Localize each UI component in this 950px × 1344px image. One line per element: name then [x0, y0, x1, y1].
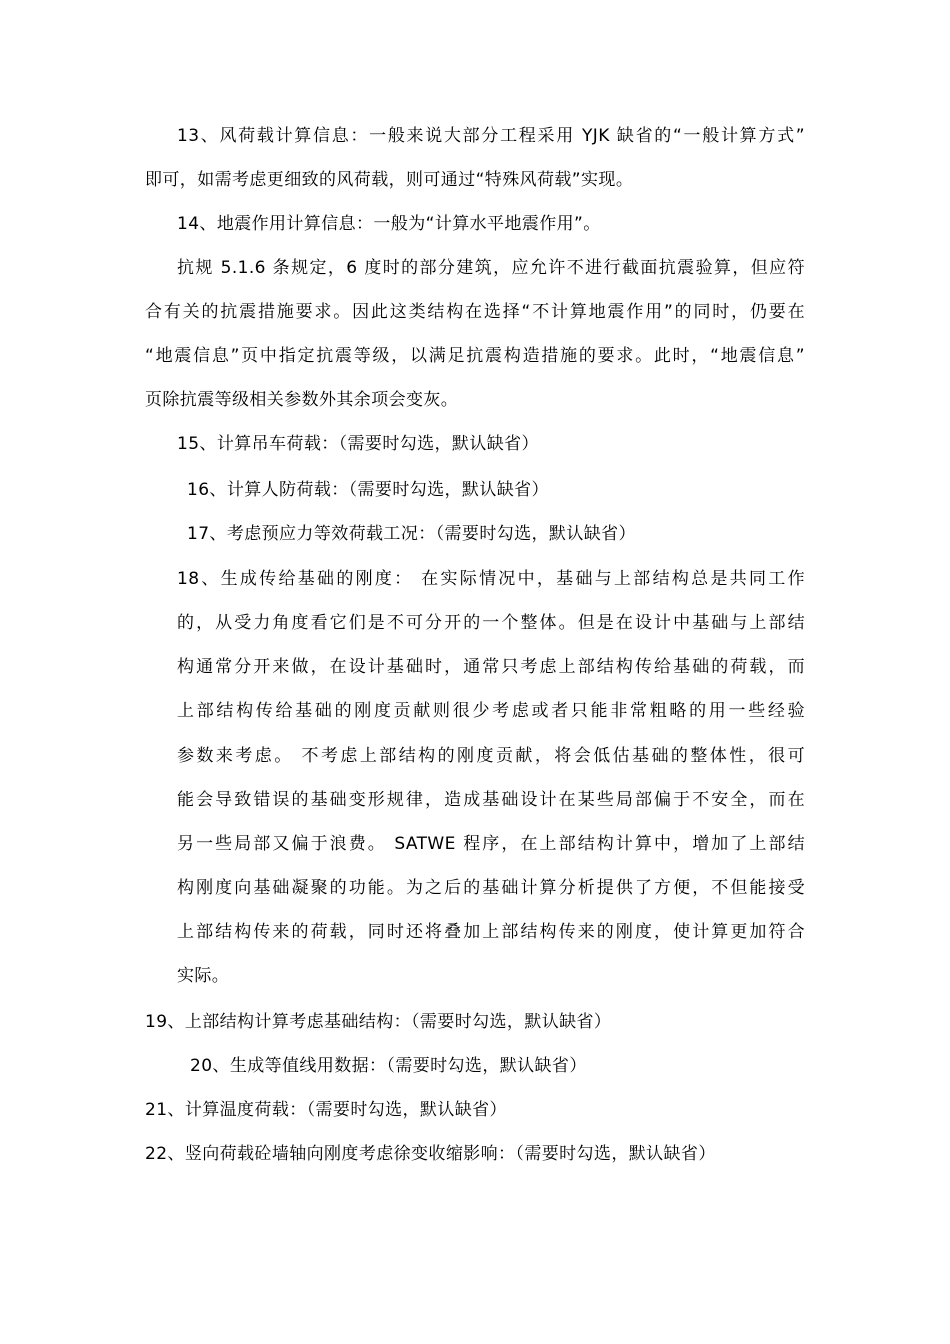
- seismic-paragraph-line-3: “地震信息”页中指定抗震等级，以满足抗震构造措施的要求。此时，“地震信息”: [145, 346, 805, 366]
- seismic-paragraph-line-2: 合有关的抗震措施要求。因此这类结构在选择“不计算地震作用”的同时，仍要在: [145, 302, 805, 322]
- seismic-paragraph-line-1: 抗规 5.1.6 条规定，6 度时的部分建筑，应允许不进行截面抗震验算，但应符: [177, 258, 805, 278]
- item-18-line-1: 18、生成传给基础的刚度： 在实际情况中，基础与上部结构总是共同工作: [177, 569, 805, 589]
- item-16-line: 16、计算人防荷载：（需要时勾选，默认缺省）: [187, 480, 549, 500]
- item-18-line-6: 能会导致错误的基础变形规律，造成基础设计在某些局部偏于不安全，而在: [177, 790, 805, 810]
- item-19-line: 19、上部结构计算考虑基础结构：（需要时勾选，默认缺省）: [145, 1012, 612, 1032]
- item-13-line-2: 即可，如需考虑更细致的风荷载，则可通过“特殊风荷载”实现。: [145, 170, 634, 190]
- item-22-line: 22、竖向荷载砼墙轴向刚度考虑徐变收缩影响：（需要时勾选，默认缺省）: [145, 1144, 716, 1164]
- item-15-line: 15、计算吊车荷载：（需要时勾选，默认缺省）: [177, 434, 539, 454]
- item-18-line-8: 构刚度向基础凝聚的功能。为之后的基础计算分析提供了方便，不但能接受: [177, 878, 805, 898]
- item-18-line-2: 的，从受力角度看它们是不可分开的一个整体。但是在设计中基础与上部结: [177, 613, 805, 633]
- item-14-line: 14、地震作用计算信息：一般为“计算水平地震作用”。: [177, 214, 601, 234]
- item-21-line: 21、计算温度荷载：（需要时勾选，默认缺省）: [145, 1100, 507, 1120]
- item-18-line-10: 实际。: [177, 966, 230, 986]
- seismic-paragraph-line-4: 页除抗震等级相关参数外其余项会变灰。: [145, 390, 459, 410]
- item-17-line: 17、考虑预应力等效荷载工况：（需要时勾选，默认缺省）: [187, 524, 636, 544]
- item-18-line-3: 构通常分开来做，在设计基础时，通常只考虑上部结构传给基础的荷载，而: [177, 657, 805, 677]
- item-18-line-4: 上部结构传给基础的刚度贡献则很少考虑或者只能非常粗略的用一些经验: [177, 701, 805, 721]
- item-18-line-9: 上部结构传来的荷载，同时还将叠加上部结构传来的刚度，使计算更加符合: [177, 922, 805, 942]
- item-18-line-5: 参数来考虑。 不考虑上部结构的刚度贡献，将会低估基础的整体性，很可: [177, 746, 805, 766]
- item-20-line: 20、生成等值线用数据：（需要时勾选，默认缺省）: [190, 1056, 587, 1076]
- item-13-line-1: 13、风荷载计算信息：一般来说大部分工程采用 YJK 缺省的“一般计算方式”: [177, 126, 805, 146]
- item-18-line-7: 另一些局部又偏于浪费。 SATWE 程序，在上部结构计算中，增加了上部结: [177, 834, 805, 854]
